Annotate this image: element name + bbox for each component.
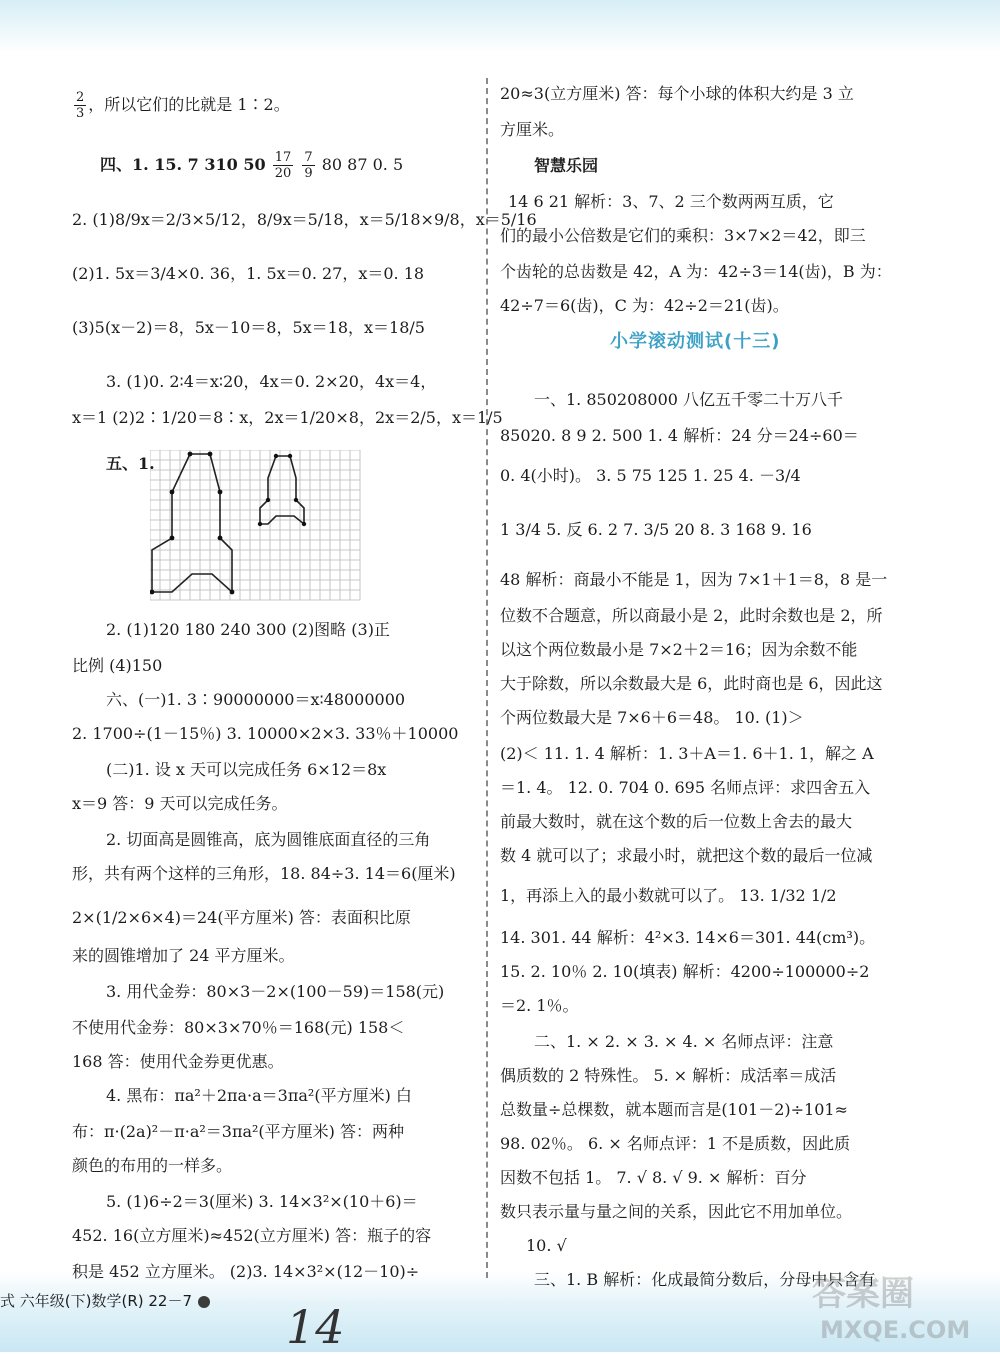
right-line-7: 42÷7＝6(齿)，C 为：42÷2＝21(齿)。 <box>500 296 789 315</box>
right-line-28: 98. 02％。 6. × 名师点评：1 不是质数，因此质 <box>500 1134 851 1153</box>
watermark-logo: 答案圈 <box>812 1274 914 1314</box>
right-line-2: 方厘米。 <box>500 120 565 139</box>
section-title: 小学滚动测试(十三) <box>610 331 781 352</box>
right-line-4: 14 6 21 解析：3、7、2 三个数两两互质，它 <box>508 192 834 211</box>
right-line-27: 总数量÷总棵数，就本题而言是(101－2)÷101≈ <box>500 1100 848 1119</box>
right-line-18: ＝1. 4。 12. 0. 704 0. 695 名师点评：求四舍五入 <box>500 778 871 797</box>
vertex-dots <box>150 452 306 595</box>
right-line-6: 个齿轮的总齿数是 42，A 为：42÷3＝14(齿)，B 为： <box>500 262 892 281</box>
right-line-1: 20≈3(立方厘米) 答：每个小球的体积大约是 3 立 <box>500 84 854 103</box>
left-line-2: 四、1. 15. 7 310 50 $\frac{17}{20}$ $\frac{7}{9}$ 80 87 0. 5 <box>100 150 404 181</box>
left-line-23: 布：π·(2a)²－π·a²＝3πa²(平方厘米) 答：两种 <box>72 1122 404 1141</box>
left-line-21: 168 答：使用代金券更优惠。 <box>72 1052 284 1071</box>
right-line-29: 因数不包括 1。 7. √ 8. √ 9. × 解析：百分 <box>500 1168 807 1187</box>
right-line-23: 15. 2. 10％ 2. 10(填表) 解析：4200÷100000÷2 <box>500 962 870 981</box>
right-line-30: 数只表示量与量之间的关系，因此它不用加单位。 <box>500 1202 853 1221</box>
left-line-20: 不使用代金券：80×3×70％＝168(元) 158＜ <box>72 1018 405 1037</box>
left-line-24: 颜色的布用的一样多。 <box>72 1156 233 1175</box>
right-line-31: 10. √ <box>526 1236 567 1255</box>
right-line-11: 1 3/4 5. 反 6. 2 7. 3/5 20 8. 3 168 9. 16 <box>500 520 812 539</box>
column-divider <box>486 78 488 1278</box>
left-line-18: 来的圆锥增加了 24 平方厘米。 <box>72 946 295 965</box>
left-line-26: 452. 16(立方厘米)≈452(立方厘米) 答：瓶子的容 <box>72 1226 432 1245</box>
right-line-21: 1，再添上入的最小数就可以了。 13. 1/32 1/2 <box>500 886 837 905</box>
handwritten-page-number: 14 <box>286 1300 345 1354</box>
fraction: $\frac{2}{3}$ <box>76 90 85 121</box>
left-line-15: 2. 切面高是圆锥高，底为圆锥底面直径的三角 <box>106 830 431 849</box>
right-line-5: 们的最小公倍数是它们的乘积：3×7×2＝42，即三 <box>500 226 866 245</box>
right-line-22: 14. 301. 44 解析：4²×3. 14×6＝301. 44(cm³)。 <box>500 928 876 947</box>
right-line-8: 一、1. 850208000 八亿五千零二十万八千 <box>534 390 844 409</box>
left-line-12: 2. 1700÷(1－15％) 3. 10000×2×3. 33％＋10000 <box>72 724 459 743</box>
left-line-27: 积是 452 立方厘米。 (2)3. 14×3²×(12－10)÷ <box>72 1262 420 1281</box>
left-line-4: (2)1. 5x＝3/4×0. 36，1. 5x＝0. 27，x＝0. 18 <box>72 264 425 283</box>
top-color-strip <box>0 0 1000 52</box>
left-line-9: 2. (1)120 180 240 300 (2)图略 (3)正 <box>106 620 390 639</box>
watermark-url: MXQE.COM <box>820 1316 971 1344</box>
left-line-10: 比例 (4)150 <box>72 656 163 675</box>
left-line-11: 六、(一)1. 3∶90000000＝x∶48000000 <box>106 690 406 709</box>
left-line-25: 5. (1)6÷2＝3(厘米) 3. 14×3²×(10＋6)＝ <box>106 1192 418 1211</box>
right-line-16: 个两位数最大是 7×6＋6＝48。 10. (1)＞ <box>500 708 804 727</box>
grid-figure <box>150 450 362 602</box>
left-line-1: $\frac{2}{3}$ ，所以它们的比就是 1∶2。 <box>76 90 290 121</box>
right-line-24: ＝2. 1％。 <box>500 996 579 1015</box>
fraction: $\frac{17}{20}$ <box>274 150 292 181</box>
right-line-12: 48 解析：商最小不能是 1，因为 7×1＋1＝8，8 是一 <box>500 570 888 589</box>
left-line-19: 3. 用代金券：80×3－2×(100－59)＝158(元) <box>106 982 445 1001</box>
right-line-13: 位数不合题意，所以商最小是 2，此时余数也是 2，所 <box>500 606 883 625</box>
footer-dot-icon <box>198 1296 210 1308</box>
fraction: $\frac{7}{9}$ <box>304 150 313 181</box>
page-footer: 式 六年级(下)数学(R) 22－7 <box>0 1290 210 1311</box>
left-line-16: 形，共有两个这样的三角形，18. 84÷3. 14＝6(厘米) <box>72 864 456 883</box>
right-line-9: 85020. 8 9 2. 500 1. 4 解析：24 分＝24÷60＝ <box>500 426 859 445</box>
left-line-22: 4. 黑布：πa²＋2πa·a＝3πa²(平方厘米) 白 <box>106 1086 412 1105</box>
right-line-14: 以这个两位数最小是 7×2＋2＝16；因为余数不能 <box>500 640 858 659</box>
wisdom-garden-heading: 智慧乐园 <box>534 156 599 175</box>
right-line-17: (2)＜ 11. 1. 4 解析：1. 3＋A＝1. 6＋1. 1，解之 A <box>500 744 874 763</box>
right-line-10: 0. 4(小时)。 3. 5 75 125 1. 25 4. －3/4 <box>500 466 801 485</box>
right-line-19: 前最大数时，就在这个数的后一位数上舍去的最大 <box>500 812 853 831</box>
right-line-32: 三、1. B 解析：化成最简分数后，分母中只含有 <box>534 1270 876 1289</box>
left-line-17: 2×(1/2×6×4)＝24(平方厘米) 答：表面积比原 <box>72 908 411 927</box>
left-line-13: (二)1. 设 x 天可以完成任务 6×12＝8x <box>106 760 387 779</box>
right-line-25: 二、1. × 2. × 3. × 4. × 名师点评：注意 <box>534 1032 834 1051</box>
right-line-15: 大于除数，所以余数最大是 6，此时商也是 6，因此这 <box>500 674 883 693</box>
left-line-5: (3)5(x－2)＝8，5x－10＝8，5x＝18，x＝18/5 <box>72 318 425 337</box>
left-line-14: x＝9 答：9 天可以完成任务。 <box>72 794 288 813</box>
right-line-20: 数 4 就可以了；求最小时，就把这个数的最后一位减 <box>500 846 873 865</box>
right-line-26: 偶质数的 2 特殊性。 5. × 解析：成活率＝成活 <box>500 1066 837 1085</box>
left-line-6: 3. (1)0. 2∶4＝x∶20，4x＝0. 2×20，4x＝4， <box>106 372 437 391</box>
left-line-7: x＝1 (2)2∶1/20＝8∶x，2x＝1/20×8，2x＝2/5，x＝1/5 <box>72 408 503 427</box>
left-line-3: 2. (1)8/9x＝2/3×5/12，8/9x＝5/18，x＝5/18×9/8，x＝5/16 <box>72 210 537 229</box>
left-line-8: 五、1. <box>106 454 155 473</box>
